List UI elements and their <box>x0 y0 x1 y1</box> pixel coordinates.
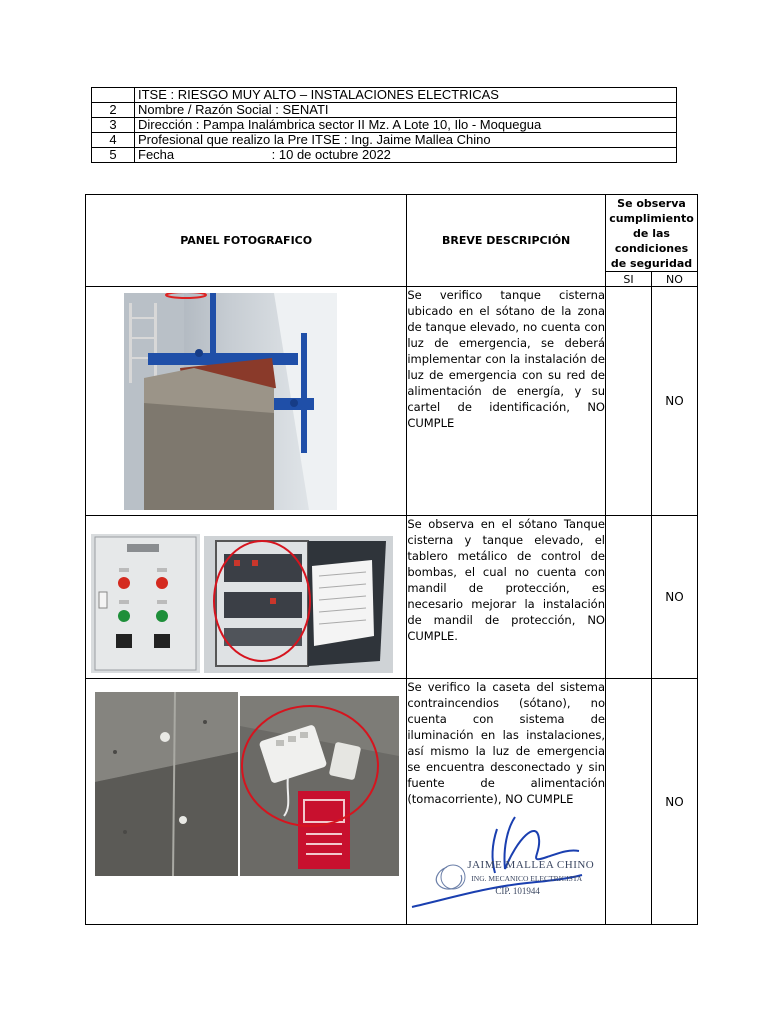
header-no: NO <box>651 272 697 287</box>
row-description-cell <box>407 679 606 925</box>
info-row-text: Nombre / Razón Social : SENATI <box>135 103 677 118</box>
info-row <box>92 148 677 163</box>
row-description: Se verifico la caseta del sistema contraincendios (sótano), no cuenta con sistema de iluminación en las instalaciones, así mismo la luz de emergencia se encuentra desconectado y sin fuente de alimentación (tomacorriente), NO CUMPLE <box>407 680 605 806</box>
info-row <box>92 133 677 148</box>
info-row-number: 3 <box>92 118 135 133</box>
info-row-text: Fecha : 10 de octubre 2022 <box>135 148 677 163</box>
info-row <box>92 103 677 118</box>
photo-cell <box>86 516 407 679</box>
signature-stamp <box>407 809 605 913</box>
photo-control-panel-open <box>204 536 393 673</box>
info-row-number: 5 <box>92 148 135 163</box>
signature-cip: CIP. 101944 <box>495 886 540 896</box>
table-row <box>86 679 698 925</box>
table-row <box>86 516 698 679</box>
table-row <box>86 287 698 516</box>
photo-cell <box>86 679 407 925</box>
row-description: Se observa en el sótano Tanque cisterna y tanque elevado, el tablero metálico de control de bombas, el cual no cuenta con mandil de protección, es necesario mejorar la instalación de mandil de protección, NO CUMPLE. <box>407 516 606 679</box>
info-table <box>91 87 677 163</box>
info-title: ITSE : RIESGO MUY ALTO – INSTALACIONES ELECTRICAS <box>135 88 677 103</box>
info-row-text: Dirección : Pampa Inalámbrica sector II Mz. A Lote 10, Ilo - Moquegua <box>135 118 677 133</box>
result-si <box>606 516 652 679</box>
result-si <box>606 287 652 516</box>
photo-control-panel-front <box>91 534 200 673</box>
panel-table <box>85 194 698 925</box>
signature-name: JAIME MALLEA CHINO <box>467 859 595 871</box>
header-panel-fotografico: PANEL FOTOGRAFICO <box>86 195 407 287</box>
result-no: NO <box>651 287 697 516</box>
header-cumplimiento: Se observa cumplimiento de las condiciones de seguridad <box>606 195 698 272</box>
photo-emergency-light <box>240 696 399 876</box>
photo-tank <box>124 293 337 510</box>
info-row-text: Profesional que realizo la Pre ITSE : Ing. Jaime Mallea Chino <box>135 133 677 148</box>
photo-ceiling <box>95 692 238 876</box>
result-no: NO <box>651 679 697 925</box>
header-si: SI <box>606 272 652 287</box>
row-description: Se verifico tanque cisterna ubicado en el sótano de la zona de tanque elevado, no cuenta con luz de emergencia, se deberá implementar con la instalación de luz de emergencia con su red de alimentación de energía, y su cartel de identificación, NO CUMPLE <box>407 287 606 516</box>
result-si <box>606 679 652 925</box>
header-breve-descripcion: BREVE DESCRIPCIÓN <box>407 195 606 287</box>
info-row-number: 4 <box>92 133 135 148</box>
signature-title: ING. MECANICO ELECTRICISTA <box>471 874 583 883</box>
info-row <box>92 118 677 133</box>
info-title-row <box>92 88 677 103</box>
result-no: NO <box>651 516 697 679</box>
info-row-number: 2 <box>92 103 135 118</box>
photo-cell <box>86 287 407 516</box>
